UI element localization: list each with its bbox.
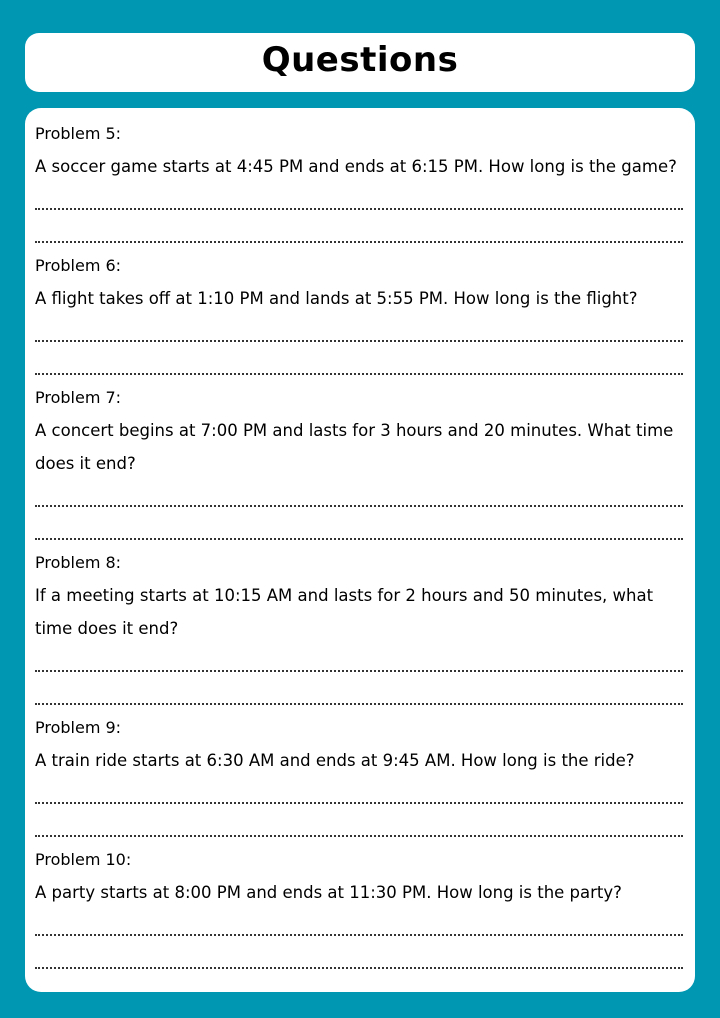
answer-line[interactable] <box>35 348 682 381</box>
answer-line[interactable] <box>35 810 682 843</box>
answer-line[interactable] <box>35 678 682 711</box>
answer-line[interactable] <box>35 909 682 942</box>
problem-7 <box>35 381 682 546</box>
answer-line[interactable] <box>35 315 682 348</box>
problem-text: A train ride starts at 6:30 AM and ends at 9:45 AM. How long is the ride? <box>35 751 635 770</box>
problem-text: A soccer game starts at 4:45 PM and ends at 6:15 PM. How long is the game? <box>35 157 677 176</box>
title-banner <box>25 33 695 92</box>
problem-8 <box>35 546 682 711</box>
answer-line[interactable] <box>35 216 682 249</box>
problem-text: If a meeting starts at 10:15 AM and lasts for 2 hours and 50 minutes, what time does it end? <box>35 586 654 638</box>
problem-label: Problem 8: <box>35 553 122 572</box>
answer-line[interactable] <box>35 183 682 216</box>
problem-text: A concert begins at 7:00 PM and lasts for 3 hours and 20 minutes. What time does it end? <box>35 421 674 473</box>
problem-text: A flight takes off at 1:10 PM and lands at 5:55 PM. How long is the flight? <box>35 289 638 308</box>
problem-label: Problem 9: <box>35 718 122 737</box>
page-title: Questions <box>261 39 459 80</box>
problem-list <box>35 117 682 975</box>
problem-5 <box>35 117 682 249</box>
answer-line[interactable] <box>35 480 682 513</box>
problem-9 <box>35 711 682 843</box>
problem-10 <box>35 843 682 975</box>
answer-line[interactable] <box>35 645 682 678</box>
problem-label: Problem 7: <box>35 388 122 407</box>
answer-line[interactable] <box>35 513 682 546</box>
answer-line[interactable] <box>35 942 682 975</box>
problem-label: Problem 10: <box>35 850 132 869</box>
questions-panel <box>25 108 695 992</box>
problem-text: A party starts at 8:00 PM and ends at 11:30 PM. How long is the party? <box>35 883 622 902</box>
problem-6 <box>35 249 682 381</box>
problem-label: Problem 6: <box>35 256 122 275</box>
problem-label: Problem 5: <box>35 124 122 143</box>
answer-line[interactable] <box>35 777 682 810</box>
